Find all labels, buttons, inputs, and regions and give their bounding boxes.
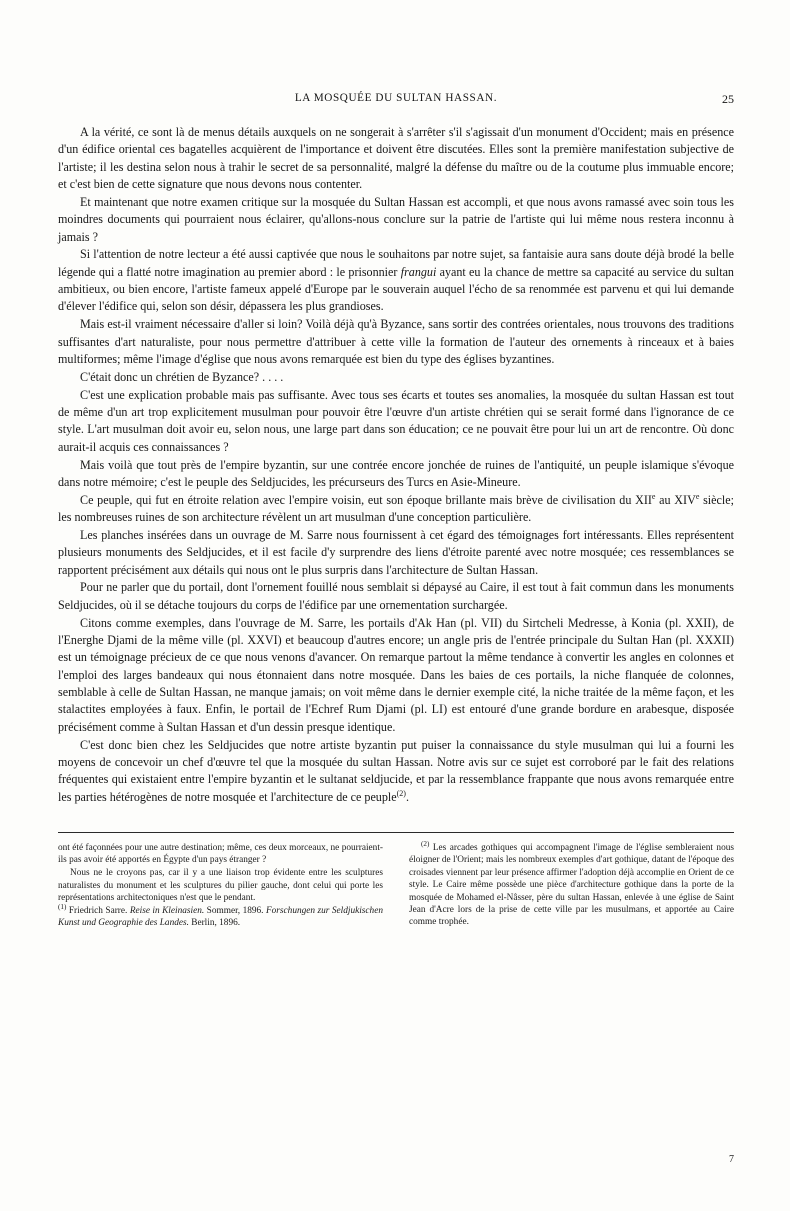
paragraph: C'est une explication probable mais pas suffisante. Avec tous ses écarts et toutes ses anomalies, la mosquée du sultan Hassan est tout de même d'un art trop explicitement musulman pour pouvoir être l'œuvre d'un artiste chrétien qui se serait formé dans l'ignorance de ce style. L'art musulman doit avoir eu, selon nous, une large part dans son éducation; ce ne pouvait être pour lui un art de rencontre. Où donc aurait-il acquis ces connaissances ? [58,387,734,454]
page-content [58,92,734,806]
paragraph: Et maintenant que notre examen critique sur la mosquée du Sultan Hassan est accompli, et que nous avons ramassé avec soin tous les moindres documents qui pourraient nous éclairer, qu'allons-nous conclure sur la patrie de l'artiste qui lui même nous restera inconnu à jamais ? [58,194,734,244]
paragraph: Les planches insérées dans un ouvrage de M. Sarre nous fournissent à cet égard des témoignages fort intéressants. Elles représentent plusieurs monuments des Seldjucides, et il est facile d'y surprendre des liens d'étroite parenté avec notre mosquée; ces ressemblances se rapportent précisément aux détails qui nous ont le plus surpris dans l'architecture de Sultan Hassan. [58,527,734,577]
running-head [58,92,734,110]
paragraph: Si l'attention de notre lecteur a été aussi captivée que nous le souhaitons par notre sujet, sa fantaisie aura sans doute déjà brodé la belle légende qui a flatté notre imagination au premier abord : le prisonnier frangui ayant eu la chance de mettre sa capacité au service du sultan ambitieux, ou bien encore, l'artiste fameux appelé d'Europe par le souverain auquel l'écho de sa renommée est parvenu et qui lui demande d'élever l'édifice qui, selon son désir, dépassera les plus grandioses. [58,247,734,314]
paragraph: Mais est-il vraiment nécessaire d'aller si loin? Voilà déjà qu'à Byzance, sans sortir des contrées orientales, nous trouvons des traditions suffisantes d'art naturaliste, pour nous permettre d'attribuer à cette ville la formation de l'auteur des ornements à rinceaux et à baies multiformes; même l'image d'église que nous avons remarquée est bien du type des églises byzantines. [58,317,734,366]
paragraph: Ce peuple, qui fut en étroite relation avec l'empire voisin, eut son époque brillante mais brève de civilisation du XIIe au XIVe siècle; les nombreuses ruines de son architecture révèlent un art musulman d'une conception particulière. [58,491,734,525]
page-number: 25 [722,92,734,106]
body-text [58,124,734,806]
footnote-column-left [58,842,383,930]
running-head-title: LA MOSQUÉE DU SULTAN HASSAN. [294,92,498,104]
footnote-text: ont été façonnées pour une autre destination; même, ces deux morceaux, ne pourraient-ils pas avoir été apportés en Égypte d'un pays étranger ? [58,843,383,866]
paragraph: Citons comme exemples, dans l'ouvrage de M. Sarre, les portails d'Ak Han (pl. VII) du Sirtcheli Medresse, à Konia (pl. XXII), de l'Energhe Djami de la même ville (pl. XXVI) et beaucoup d'autres encore; un angle pris de l'entrée principale du Sultan Han (pl. XXXII) est un témoignage précieux de ce que nous venons d'avancer. On remarque partout la même tendance à convertir les angles en colonnes et l'emploi des larges bandeaux qui nous étonnaient dans notre mosquée. Dans les baies de ces portails, la niche flanquée de colonnes, semblable à celle de Sultan Hassan, ne manque jamais; on voit même dans le dernier exemple cité, la niche traitée de la même façon, et les stalactites employées à faux. Enfin, le portail de l'Echref Rum Djami (pl. LI) est entouré d'une grande bordure en arabesque, disposée précisément comme à Sultan Hassan et d'un dessin presque identique. [58,615,734,734]
footnote-entry: $^{(1)}$ Friedrich Sarre. Reise in Kleinasien. Sommer, 1896. Forschungen zur Seldjukischen Kunst und Geographie des Landes. Berlin, 1896. [58,902,383,929]
paragraph: A la vérité, ce sont là de menus détails auxquels on ne songerait à s'arrêter s'il s'agissait d'un monument d'Occident; mais en présence d'un édifice oriental ces bagatelles acquièrent de l'importance et doivent être discutées. Elles sont la première manifestation subjective de l'artiste; il les destina selon nous à trahir le secret de sa personnalité, malgré la défense du maître ou de la coutume plus immuable encore; et c'est bien de cette signature que nous devons nous contenter. [58,125,734,192]
paragraph: C'était donc un chrétien de Byzance? . . . . [80,369,284,384]
signature-mark: 7 [729,1154,734,1165]
footnote-separator [58,832,734,833]
footnote-entry: $^{(2)}$ Les arcades gothiques qui accompagnent l'image de l'église sembleraient nous éloigner de l'Orient; mais les nombreux exemples d'art gothique, datant de l'époque des croisades viennent par leur présence affirmer l'adoption déjà accomplie en Orient de ce style. Le Caire même possède une pièce d'architecture gothique dans la porte de la mosquée de Mohamed el-Nâsser, père du sultan Hassan, enlevée à une église de Saint Jean d'Acre lors de la prise de cette ville par les musulmans, et apportée au Caire comme trophée. [409,839,734,928]
paragraph: Pour ne parler que du portail, dont l'ornement fouillé nous semblait si dépaysé au Caire, il est tout à fait commun dans les monuments Seldjucides, où il se détache toujours du corps de l'édifice par une ornementation surchargée. [58,580,734,612]
footnote-column-right [409,839,734,930]
paragraph: Mais voilà que tout près de l'empire byzantin, sur une contrée encore jonchée de ruines de l'antiquité, un peuple islamique s'évoque dans notre mémoire; c'est le peuple des Seldjucides, les précurseurs des Turcs en Asie-Mineure. [58,457,734,489]
paragraph: C'est donc bien chez les Seldjucides que notre artiste byzantin put puiser la connaissance du style musulman qui lui a fourni les moyens de concevoir un chef d'œuvre tel que la mosquée du sultan Hassan. Notre avis sur ce sujet est corroboré par le fait des relations fréquentes qui existaient entre l'empire byzantin et le sultanat seldjucide, et par la ressemblance frappante que nous avons remarquée entre les parties hétérogènes de notre mosquée et l'architecture de ce peuple$^{(2)}$. [58,737,734,804]
footnotes [58,839,734,930]
footnote-text: Nous ne le croyons pas, car il y a une liaison trop évidente entre les sculptures naturalistes du monument et les sculptures du pilier gauche, dont celui qui porte les représentations architectoniques n'est que le pendant. [58,868,383,904]
